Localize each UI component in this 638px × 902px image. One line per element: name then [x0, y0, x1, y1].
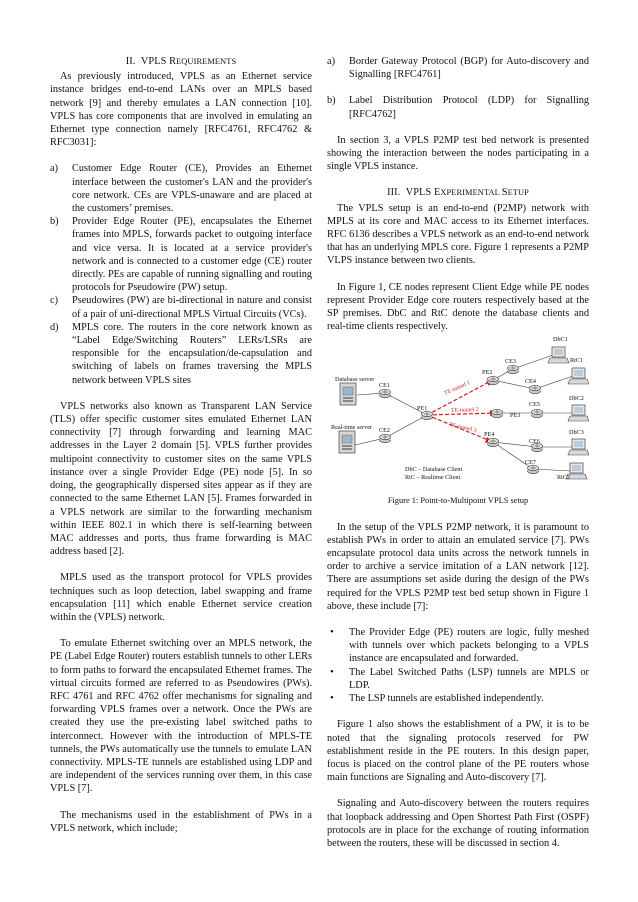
list-item-label: d): [50, 321, 59, 333]
ce3-label: CE3: [505, 358, 517, 366]
list-item: [50, 215, 312, 294]
sec2-paragraph-1: As previously introduced, VPLS as an Ethernet service instance bridges end-to-end LANs over an MPLS based network [9] and thereby emulates a LAN connection [10]. VPLS has core components that are involved in emulating an Ethernet type connection namely [RFC4761, RFC4762 & RFC3031]:: [50, 71, 312, 149]
list-item: [327, 666, 589, 692]
section-3-title-initial: VPLS E: [405, 187, 441, 199]
dbc2-label: DbC2: [569, 395, 584, 403]
section-2-number: II.: [125, 56, 136, 67]
rtc1-label: RtC1: [570, 357, 584, 365]
sec3-paragraph-3: In the setup of the VPLS P2MP network, it is paramount to establish PWs in order to attain an emulated service [7]. PWs encapsulate protocol data units across the network tunnels in order to archive a service imitation of a LAN network [12]. There are assumptions set aside during the design of the PWs required for the VPLS P2MP test bed setup shown in Figure 1 above, these include [7]:: [327, 521, 589, 612]
list-item-text: Label Distribution Protocol (LDP) for Signalling [RFC4762]: [349, 95, 589, 120]
pw-mechanism-list: [327, 55, 589, 121]
pe2-router-icon: [488, 377, 499, 385]
legend-rtc: RtC – Realtime Client: [405, 474, 461, 482]
pe3-label: PE3: [510, 412, 521, 420]
te-tunnel-1-label: TE-tunnel 1: [443, 380, 472, 398]
ce6-label: CE6: [529, 438, 541, 446]
ce7-label: CE7: [525, 459, 537, 467]
legend-dbc: DbC – Database Client: [405, 466, 463, 474]
rt-server-label: Real-time server: [331, 424, 373, 432]
list-item-text: The LSP tunnels are established independently.: [349, 693, 544, 705]
dbc1-pc-icon: [548, 347, 569, 363]
sec3-paragraph-5: Signaling and Auto-discovery between the routers requires that loopback addressing and Open Shortest Path First (OSPF) protocols are in place for the exchange of routing information between the routers, these will be discussed in section 4.: [327, 798, 589, 849]
link-ce3-dbc1: [513, 355, 553, 369]
ce4-label: CE4: [525, 378, 537, 386]
section-2-title-initial: VPLS R: [140, 56, 177, 67]
list-item-text: The Provider Edge (PE) routers are logic, fully meshed with tunnels over which packets belonging to a VPLS instance are encapsulated and forwarded.: [349, 627, 589, 665]
bullet-icon: •: [330, 692, 334, 705]
section-2-heading: [50, 55, 312, 68]
dbc3-label: DbC3: [569, 429, 584, 437]
list-item: [327, 55, 589, 81]
bullet-icon: •: [330, 626, 334, 639]
sec2-paragraph-2: VPLS networks also known as Transparent LAN Service (TLS) offer specific customer sites emulated Ethernet LAN connectivity [7] through forwarding and learning MAC addresses in the Layer 2 domain [5]. VPLS further provides multipoint connectivity to customer sites on the same VPLS instance over a single Provider Edge (PE) node [5]. In so doing, the geographically dispersed sites appear as if they are connected to the same Ethernet LAN [5]. Frames forwarded in a VPLS network are similar to the forwarding mechanism within IEEE 802.1 in which there is self-learning between MAC addresses and ports, thus frame forwarding is MAC address based [2].: [50, 400, 312, 558]
sec2-component-list: [50, 162, 312, 386]
link-ce2-pe1: [385, 415, 427, 438]
te-tunnel-2-label: TE-tunnel 2: [450, 407, 479, 415]
list-item: [50, 294, 312, 320]
list-item: [50, 162, 312, 215]
ce5-router-icon: [532, 410, 543, 418]
list-item-text: MPLS core. The routers in the core network known as “Label Edge/Switching Routers” LERs/LSRs are responsible for the encapsulation/de-capsulation and switching of labels on frames traversing the MPLS network between VPLS sites: [72, 321, 312, 386]
sec2-paragraph-4: To emulate Ethernet switching over an MPLS network, the PE (Label Edge Router) routers establish tunnels to other LERs to form paths to forward the encapsulated Ethernet frames. The virtual circuits formed are referred to as Pseudowires (PWs). RFC 4761 and RFC 4762 offer mechanisms for signaling and forwarding VPLS frames over a network. Once the PWs are created they use the pre-existing label switched paths to interconnect. However with the introduction of MPLS-TE tunnels, the PWs automatically use the tunnels to emulate LAN connectivity. MPLS-TE tunnels are established using LDP and are independent of the services running over them, in this case VPLS [7].: [50, 638, 312, 795]
figure-1-network-diagram: [327, 333, 589, 488]
ce2-router-icon: [380, 435, 391, 443]
list-item: [50, 321, 312, 387]
db-server-label: Database server: [335, 376, 375, 384]
list-item-label: c): [50, 295, 58, 307]
realtime-server-icon: [339, 431, 355, 453]
link-ce4-rtc1: [535, 376, 573, 389]
right-column: [327, 55, 589, 850]
rtc2-label: RtC2: [557, 474, 571, 482]
assumption-list: [327, 626, 589, 705]
section-3-heading: [327, 186, 589, 199]
rtc1-pc-icon: [568, 368, 589, 384]
dbc1-label: DbC1: [553, 336, 568, 344]
list-item-text: Border Gateway Protocol (BGP) for Auto-discovery and Signalling [RFC4761]: [349, 56, 589, 81]
list-item-text: Provider Edge Router (PE), encapsulates the Ethernet frames into MPLS, forwards packet to outgoing interface and vice versa. It is located at a service provider's network and is connected to a customer edge (CE) router directly. PEs are capable of running signalling and routing protocols for Pseudowire (PW) setup.: [72, 216, 312, 294]
sec3-paragraph-2: In Figure 1, CE nodes represent Client Edge while PE nodes represent Provider Edge core routers respectively based at the SP premises. DbC and RtC denote the database clients and real-time clients respectively.: [327, 281, 589, 333]
section-2-title-rest: EQUIREMENTS: [176, 57, 237, 66]
list-item-label: b): [327, 95, 336, 107]
sec3-paragraph-1: The VPLS setup is an end-to-end (P2MP) network with MPLS at its core and MAC access to its Ethernet interfaces. RFC 6136 describes a VPLS network as an end-to-end network that has an underlying MPLS core. Figure 1 represents a P2MP VLPS instance between two clients.: [327, 202, 589, 267]
ce2-label: CE2: [379, 427, 391, 435]
list-item-label: a): [327, 56, 335, 67]
sec2-paragraph-5: The mechanisms used in the establishment of PWs in a VPLS network, which include;: [50, 809, 312, 834]
ce7-router-icon: [528, 466, 539, 474]
sec3-paragraph-4: Figure 1 also shows the establishment of a PW, it is to be noted that the signaling protocols reserved for PW establishment reside in the PE routers. In this design paper, focus is placed on the control plane of the PE routers whose main functions are Signaling and Auto-discovery [7].: [327, 719, 589, 784]
list-item: [327, 94, 589, 120]
ce1-router-icon: [380, 390, 391, 398]
pe1-label: PE1: [417, 405, 428, 413]
section-3-title-rest: ETUP: [507, 188, 529, 198]
list-item: [327, 626, 589, 666]
list-item: [327, 692, 589, 705]
pe3-router-icon: [492, 410, 503, 418]
figure-1-caption: Figure 1: Point-to-Multipoint VPLS setup: [387, 496, 529, 506]
list-item-label: b): [50, 216, 59, 228]
left-column: [50, 55, 312, 835]
list-item-text: The Label Switched Paths (LSP) tunnels are MPLS or LDP.: [349, 666, 589, 691]
sec2-paragraph-3: MPLS used as the transport protocol for VPLS provides techniques such as loop detection, label swapping and frame encapsulation [11] which enable Ethernet service creation within the (VPLS) network.: [50, 572, 312, 623]
ce3-router-icon: [508, 366, 519, 374]
pe4-label: PE4: [484, 431, 495, 439]
section-3-title-s: S: [501, 187, 508, 199]
pe1-router-icon: [422, 412, 433, 420]
list-item-label: a): [50, 163, 58, 175]
pe4-router-icon: [488, 439, 499, 447]
section-3-title-mid: XPERIMENTAL: [440, 188, 502, 198]
section-3-number: III.: [387, 187, 401, 199]
pe2-label: PE2: [482, 369, 493, 377]
list-item-text: Customer Edge Router (CE), Provides an Ethernet interface between the customer's LAN and the provider's core network. CEs are VPLS-unaware and are placed at the customers’ premises.: [72, 163, 312, 215]
bullet-icon: •: [330, 665, 334, 678]
database-server-icon: [340, 383, 356, 405]
list-item-text: Pseudowires (PW) are bi-directional in nature and consist of a pair of uni-directional MPLS Virtual Circuits (VCs).: [72, 295, 312, 320]
ce4-router-icon: [530, 386, 541, 394]
ce5-label: CE5: [529, 401, 541, 409]
right-paragraph-1: In section 3, a VPLS P2MP test bed network is presented showing the interaction between the nodes participating in a single VPLS instance.: [327, 134, 589, 173]
te-tunnel-3-label: TE-tunnel 3: [448, 422, 478, 435]
network-diagram-svg: [327, 333, 589, 488]
ce1-label: CE1: [379, 382, 391, 390]
